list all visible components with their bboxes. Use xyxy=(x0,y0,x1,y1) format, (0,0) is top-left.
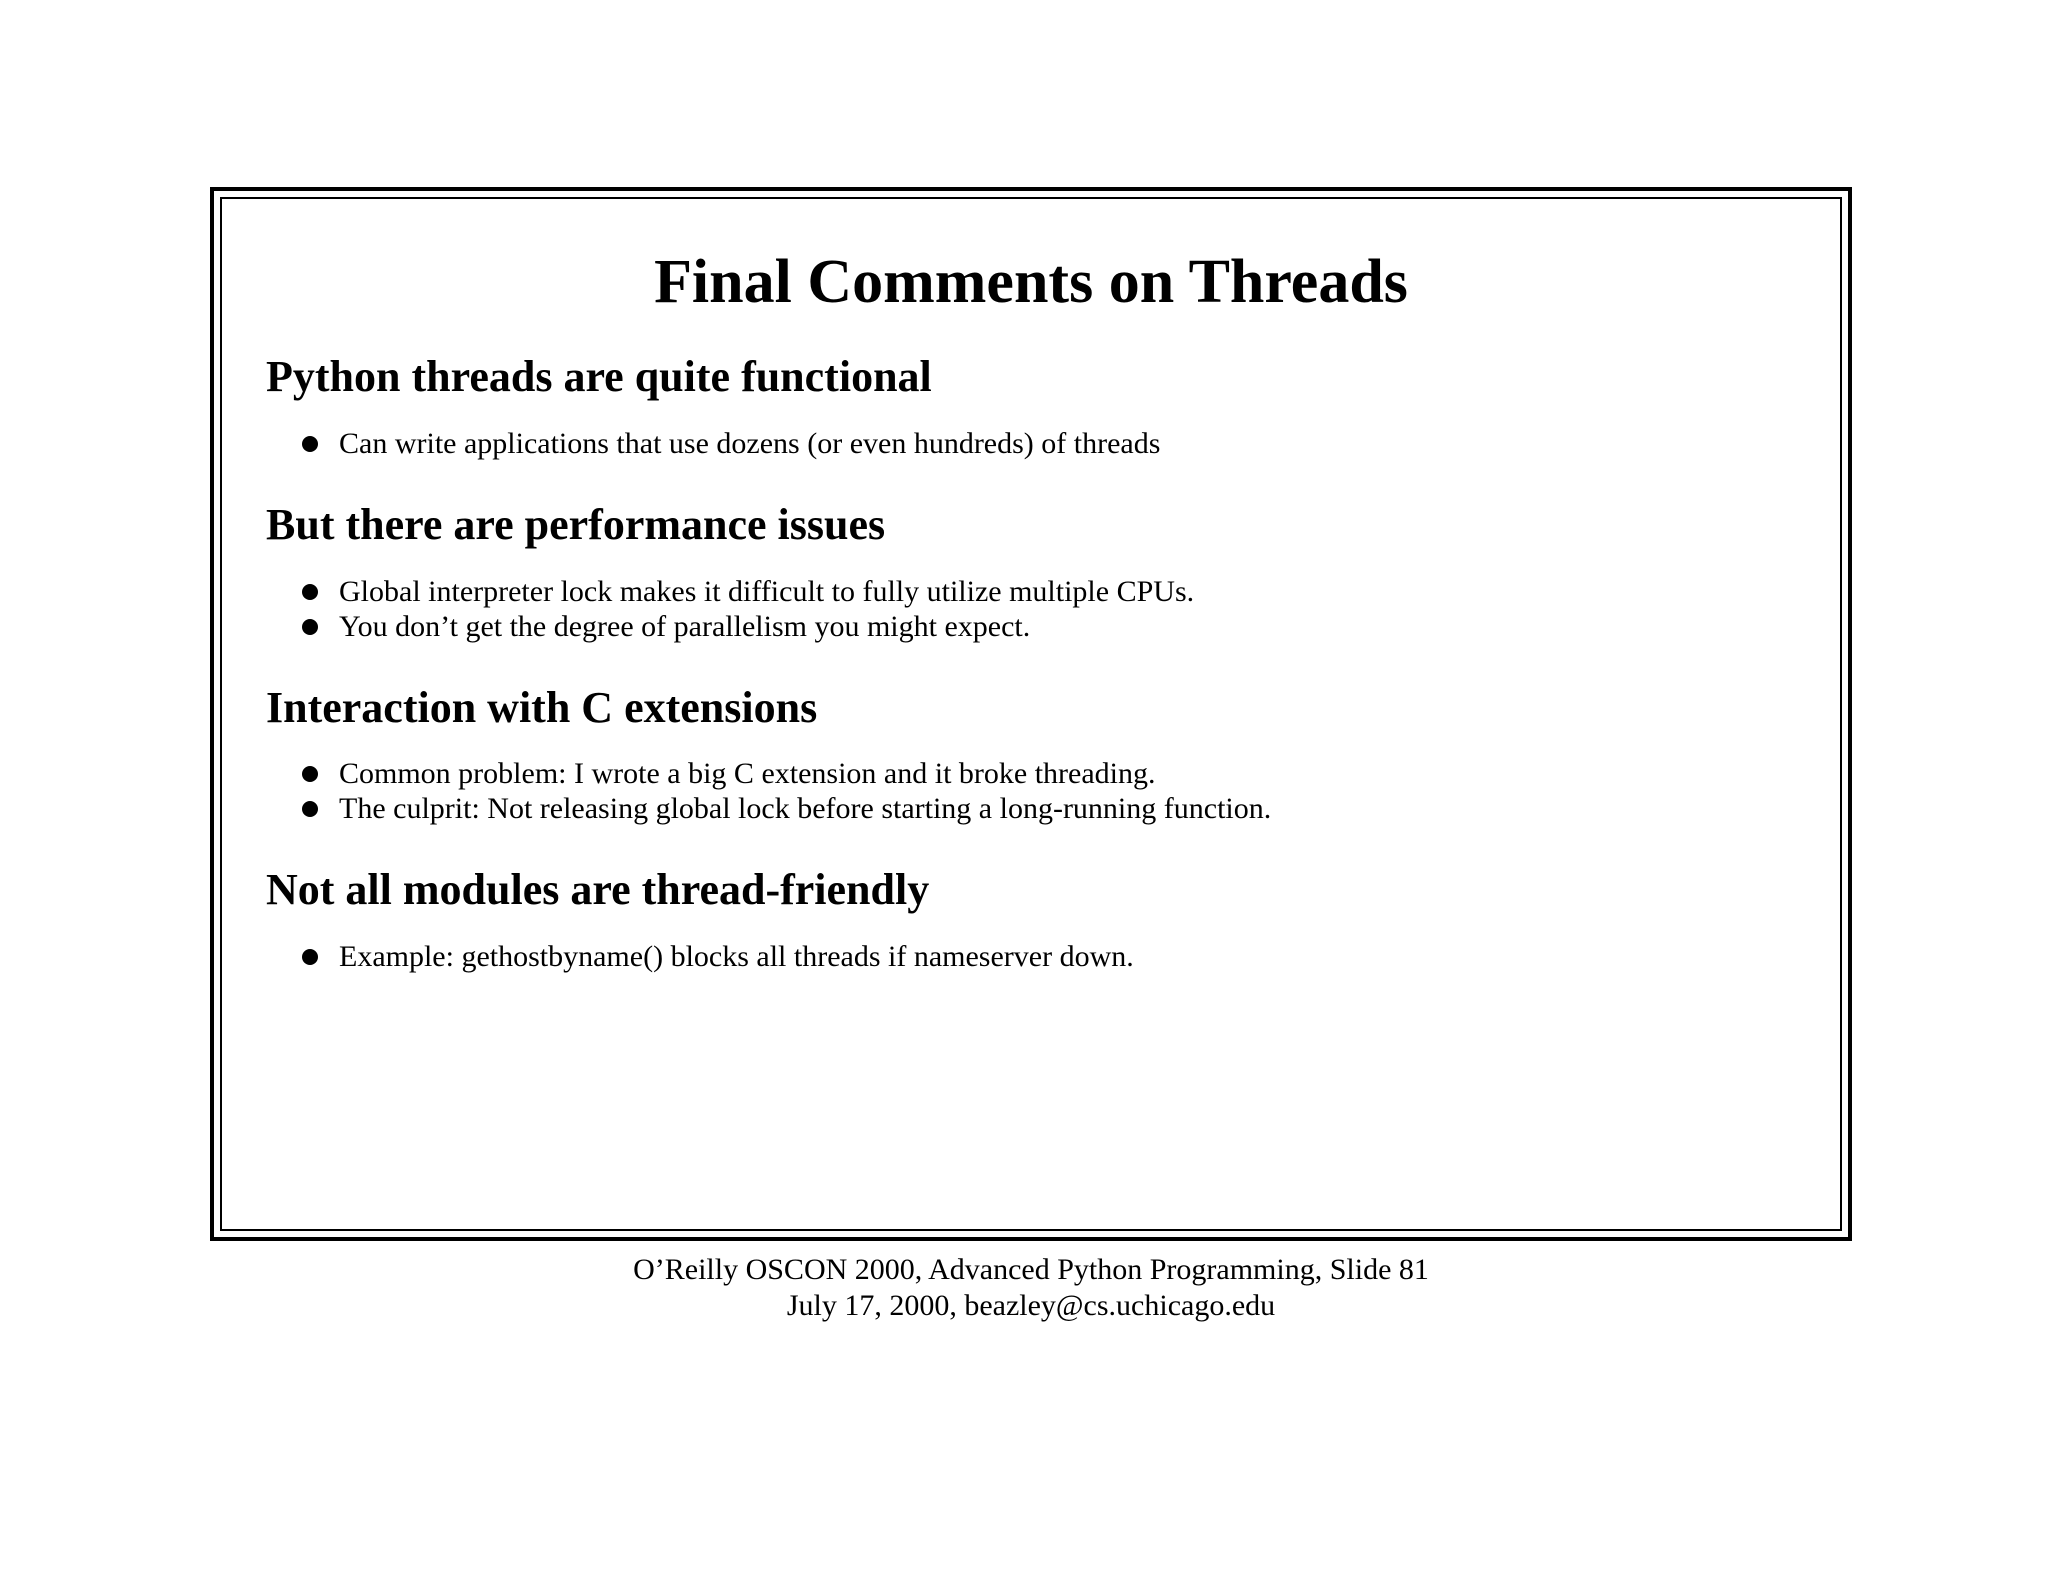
bullet-dot-icon xyxy=(302,949,318,965)
bullet-item xyxy=(302,609,1796,644)
bullet-item xyxy=(302,939,1796,974)
section-heading: Interaction with C extensions xyxy=(266,682,818,732)
slide-frame xyxy=(210,187,1852,1241)
section-performance-issues xyxy=(266,499,1796,644)
section-threads-functional xyxy=(266,351,1796,461)
bullet-item xyxy=(302,791,1796,826)
bullet-list xyxy=(266,574,1796,644)
bullet-item xyxy=(302,756,1796,791)
bullet-dot-icon xyxy=(302,801,318,817)
bullet-item xyxy=(302,574,1796,609)
bullet-dot-icon xyxy=(302,619,318,635)
bullet-text: You don’t get the degree of parallelism you might expect. xyxy=(339,609,1031,643)
bullet-text: The culprit: Not releasing global lock before starting a long-running function. xyxy=(339,792,1272,826)
bullet-text: Global interpreter lock makes it difficult to fully utilize multiple CPUs. xyxy=(339,574,1195,608)
section-heading: Not all modules are thread-friendly xyxy=(266,865,930,915)
footer-line-2: July 17, 2000, beazley@cs.uchicago.edu xyxy=(786,1289,1276,1322)
bullet-list xyxy=(266,426,1796,461)
section-thread-friendly-modules xyxy=(266,864,1796,974)
bullet-text: Can write applications that use dozens (or even hundreds) of threads xyxy=(339,426,1161,460)
slide-footer xyxy=(210,1252,1852,1324)
section-heading: Python threads are quite functional xyxy=(266,352,932,401)
slide-title: Final Comments on Threads xyxy=(654,248,1408,316)
bullet-dot-icon xyxy=(302,766,318,782)
bullet-dot-icon xyxy=(302,436,318,452)
section-heading: But there are performance issues xyxy=(266,499,886,549)
bullet-list xyxy=(266,756,1796,826)
slide-content xyxy=(266,351,1796,1012)
bullet-list xyxy=(266,939,1796,974)
bullet-text: Common problem: I wrote a big C extension and it broke threading. xyxy=(339,757,1156,791)
bullet-dot-icon xyxy=(302,584,318,600)
bullet-text: Example: gethostbyname() blocks all threads if nameserver down. xyxy=(339,940,1134,974)
slide-frame-inner-border xyxy=(220,197,1842,1231)
bullet-item xyxy=(302,426,1796,461)
footer-line-1: O’Reilly OSCON 2000, Advanced Python Programming, Slide 81 xyxy=(633,1253,1429,1286)
section-c-extensions xyxy=(266,682,1796,827)
